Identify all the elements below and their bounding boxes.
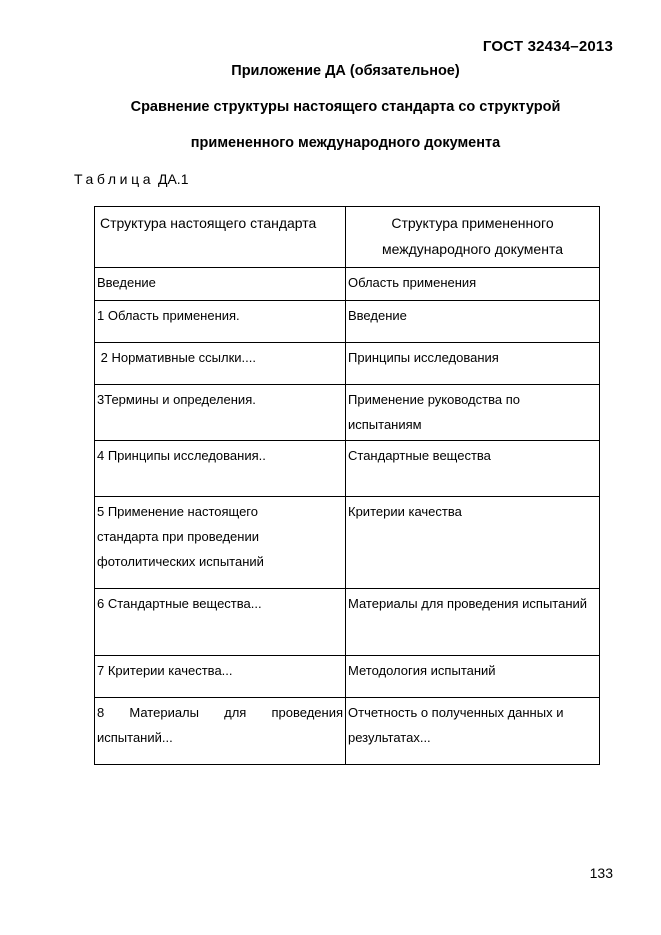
table-header-row: [95, 207, 600, 268]
header-cell-current-standard: Структура настоящего стандарта: [95, 207, 346, 268]
table-cell: 8 Материалы для проведения испытаний...: [95, 698, 346, 765]
table-row: [95, 301, 600, 343]
table-cell: Материалы для проведения испытаний: [346, 589, 600, 656]
table-row: [95, 497, 600, 589]
table-cell: Область применения: [346, 268, 600, 301]
table-row: [95, 441, 600, 497]
table-cell: Применение руководства по испытаниям: [346, 385, 600, 441]
table-cell: 6 Стандартные вещества...: [95, 589, 346, 656]
table-cell: 2 Нормативные ссылки....: [95, 343, 346, 385]
table-row: [95, 589, 600, 656]
table-row: [95, 343, 600, 385]
table-cell: Отчетность о полученных данных и результатах...: [346, 698, 600, 765]
document-title-line-2: примененного международного документа: [190, 135, 501, 151]
header-cell-international-document: Структура примененного международного документа: [346, 207, 600, 268]
table-label-number: ДА.1: [157, 171, 189, 187]
table-cell: 1 Область применения.: [95, 301, 346, 343]
standard-code: ГОСТ 32434–2013: [482, 38, 613, 55]
page-number: 133: [589, 865, 613, 881]
table-cell: Стандартные вещества: [346, 441, 600, 497]
table-cell: 7 Критерии качества...: [95, 656, 346, 698]
table-cell: Критерии качества: [346, 497, 600, 589]
table-row: [95, 268, 600, 301]
document-title-line-1: Сравнение структуры настоящего стандарта со структурой: [130, 99, 561, 115]
table-cell: 4 Принципы исследования..: [95, 441, 346, 497]
table-cell: Введение: [95, 268, 346, 301]
table-label: [74, 171, 188, 187]
table-label-word: Таблица: [74, 171, 155, 187]
table-cell: Методология испытаний: [346, 656, 600, 698]
comparison-table: [94, 206, 600, 765]
appendix-title: Приложение ДА (обязательное): [231, 63, 460, 79]
table-cell: 5 Применение настоящего стандарта при проведении фотолитических испытаний: [95, 497, 346, 589]
table-cell: Введение: [346, 301, 600, 343]
table-cell: Принципы исследования: [346, 343, 600, 385]
table-row: [95, 385, 600, 441]
table-row: [95, 656, 600, 698]
table-cell: 3Термины и определения.: [95, 385, 346, 441]
table-row: [95, 698, 600, 765]
